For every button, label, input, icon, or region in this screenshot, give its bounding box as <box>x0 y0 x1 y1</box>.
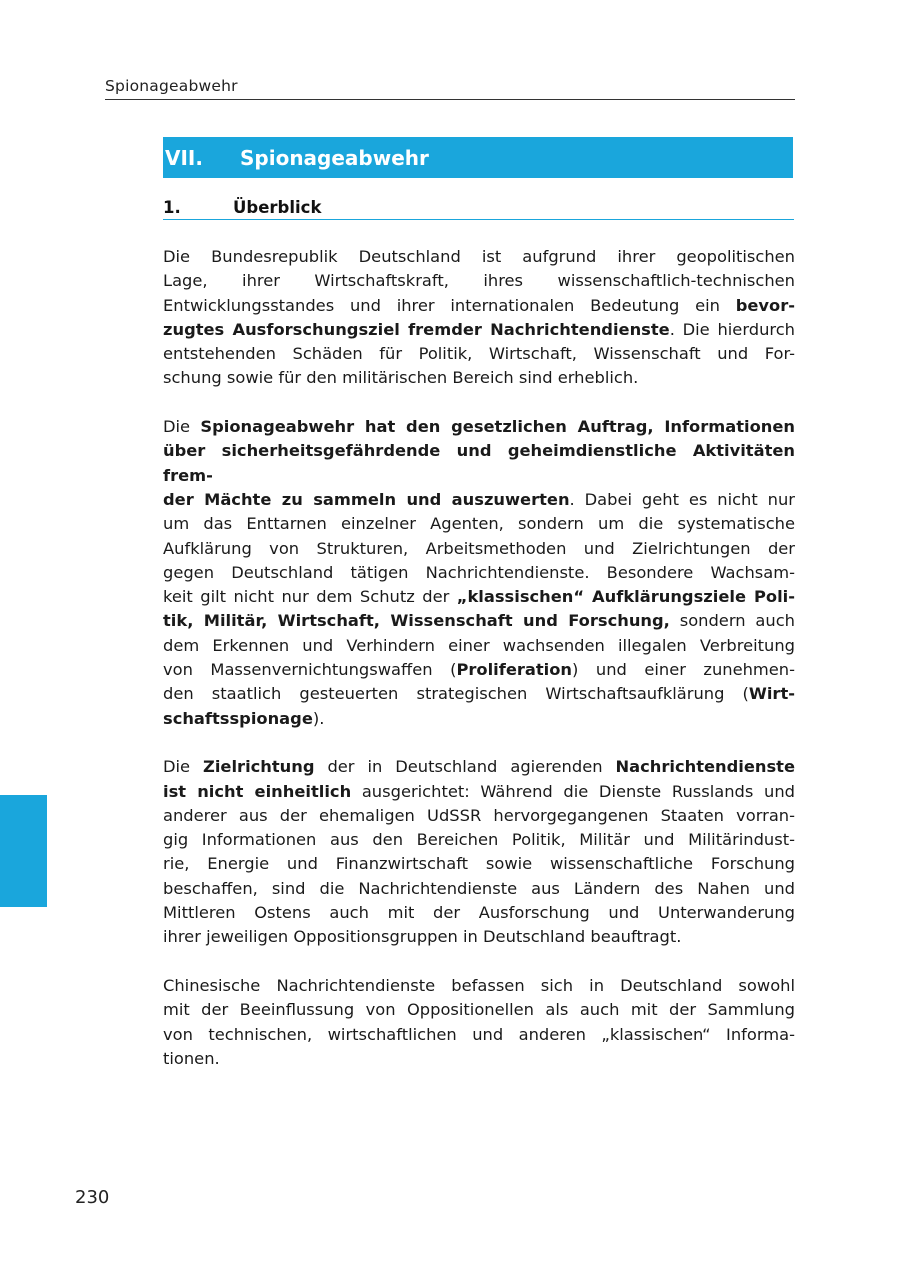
text-line <box>163 634 795 658</box>
text-line <box>163 1023 795 1047</box>
body-text <box>163 245 795 1095</box>
bold-text: schaftsspionage <box>163 708 313 728</box>
bold-text: Nachrichtendienste <box>615 757 795 777</box>
text-line <box>163 1047 795 1071</box>
text-line <box>163 318 795 342</box>
text-line <box>163 561 795 585</box>
section-title: Überblick <box>233 198 322 217</box>
text-line <box>163 415 795 439</box>
text-line <box>163 780 795 804</box>
text-run: rie, Energie und Finanzwirtschaft sowie wissenschaftliche Forschung <box>163 854 795 874</box>
text-run: ausgerichtet: Während die Dienste Russlands und <box>351 781 795 801</box>
text-run: ) und einer zunehmen- <box>572 660 795 680</box>
text-run: von Massenvernichtungswaffen ( <box>163 660 457 680</box>
text-run: . Die hierdurch <box>669 319 795 339</box>
paragraph <box>163 755 795 949</box>
text-line <box>163 245 795 269</box>
text-run: . Dabei geht es nicht nur <box>569 489 795 509</box>
text-run: entstehenden Schäden für Politik, Wirtschaft, Wissenschaft und For- <box>163 344 795 364</box>
text-run: dem Erkennen und Verhindern einer wachsenden illegalen Verbreitung <box>163 635 795 655</box>
chapter-number: VII. <box>165 145 203 170</box>
text-run: von technischen, wirtschaftlichen und anderen „klassischen“ Informa- <box>163 1024 795 1044</box>
text-line <box>163 877 795 901</box>
bold-text: tik, Militär, Wirtschaft, Wissenschaft und Forschung, <box>163 611 670 631</box>
text-line <box>163 488 795 512</box>
section-number: 1. <box>163 198 181 217</box>
text-line <box>163 707 795 731</box>
running-title: Spionageabwehr <box>105 77 238 95</box>
text-run: gig Informationen aus den Bereichen Politik, Militär und Militärindust- <box>163 830 795 850</box>
bold-text: Proliferation <box>456 660 573 680</box>
text-line <box>163 609 795 633</box>
bold-text: ist nicht einheitlich <box>163 781 352 801</box>
bold-text: „klassischen“ Aufklärungsziele Poli- <box>456 587 795 607</box>
text-line <box>163 682 795 706</box>
paragraph <box>163 974 795 1071</box>
bold-text: der Mächte zu sammeln und auszuwerten <box>163 489 570 509</box>
paragraph <box>163 415 795 731</box>
text-run: gegen Deutschland tätigen Nachrichtendienste. Besondere Wachsam- <box>163 562 795 582</box>
text-run: Die <box>163 757 204 777</box>
page-number: 230 <box>75 1187 110 1208</box>
text-run: Aufklärung von Strukturen, Arbeitsmethoden und Zielrichtungen der <box>163 538 795 558</box>
text-run: Chinesische Nachrichtendienste befassen sich in Deutschland sowohl <box>163 975 795 995</box>
bold-text: zugtes Ausforschungsziel fremder Nachrichtendienste <box>163 319 670 339</box>
bold-text: über sicherheitsgefährdende und geheimdienstliche Aktivitäten frem- <box>163 441 795 485</box>
text-line <box>163 755 795 779</box>
text-line <box>163 852 795 876</box>
text-run: schung sowie für den militärischen Bereich sind erheblich. <box>163 368 639 388</box>
chapter-heading-bar <box>163 137 793 178</box>
text-line <box>163 512 795 536</box>
text-line <box>163 294 795 318</box>
paragraph <box>163 245 795 391</box>
running-header <box>105 77 795 100</box>
text-line <box>163 342 795 366</box>
text-line <box>163 537 795 561</box>
section-heading <box>163 198 794 220</box>
bold-text: Wirt- <box>748 684 795 704</box>
text-line <box>163 925 795 949</box>
text-line <box>163 804 795 828</box>
text-line <box>163 366 795 390</box>
text-run: ihrer jeweiligen Oppositionsgruppen in Deutschland beauftragt. <box>163 927 682 947</box>
text-line <box>163 439 795 488</box>
text-run: den staatlich gesteuerten strategischen Wirtschaftsaufklärung ( <box>163 684 749 704</box>
text-line <box>163 269 795 293</box>
text-run: Entwicklungsstandes und ihrer internationalen Bedeutung ein <box>163 295 736 315</box>
text-run: ). <box>312 708 325 728</box>
text-run: anderer aus der ehemaligen UdSSR hervorgegangenen Staaten vorran- <box>163 805 795 825</box>
bold-text: Spionageabwehr hat den gesetzlichen Auftrag, Informationen <box>200 417 795 437</box>
bold-text: Zielrichtung <box>203 757 315 777</box>
text-line <box>163 974 795 998</box>
chapter-title: Spionageabwehr <box>240 145 429 170</box>
text-run: um das Enttarnen einzelner Agenten, sondern um die systematische <box>163 514 795 534</box>
text-run: Die <box>163 417 201 437</box>
text-run: tionen. <box>163 1048 220 1068</box>
text-run: Mittleren Ostens auch mit der Ausforschung und Unterwanderung <box>163 903 795 923</box>
text-line <box>163 658 795 682</box>
text-line <box>163 828 795 852</box>
chapter-thumb-tab <box>0 795 47 907</box>
text-run: sondern auch <box>669 611 795 631</box>
text-run: keit gilt nicht nur dem Schutz der <box>163 587 457 607</box>
text-line <box>163 585 795 609</box>
bold-text: bevor- <box>735 295 795 315</box>
text-line <box>163 998 795 1022</box>
text-run: Die Bundesrepublik Deutschland ist aufgrund ihrer geopolitischen <box>163 247 795 266</box>
text-run: der in Deutschland agierenden <box>314 757 616 777</box>
text-run: beschaffen, sind die Nachrichtendienste aus Ländern des Nahen und <box>163 878 795 898</box>
text-run: Lage, ihrer Wirtschaftskraft, ihres wissenschaftlich-technischen <box>163 271 795 291</box>
text-line <box>163 901 795 925</box>
text-run: mit der Beeinflussung von Oppositionellen als auch mit der Sammlung <box>163 1000 795 1020</box>
